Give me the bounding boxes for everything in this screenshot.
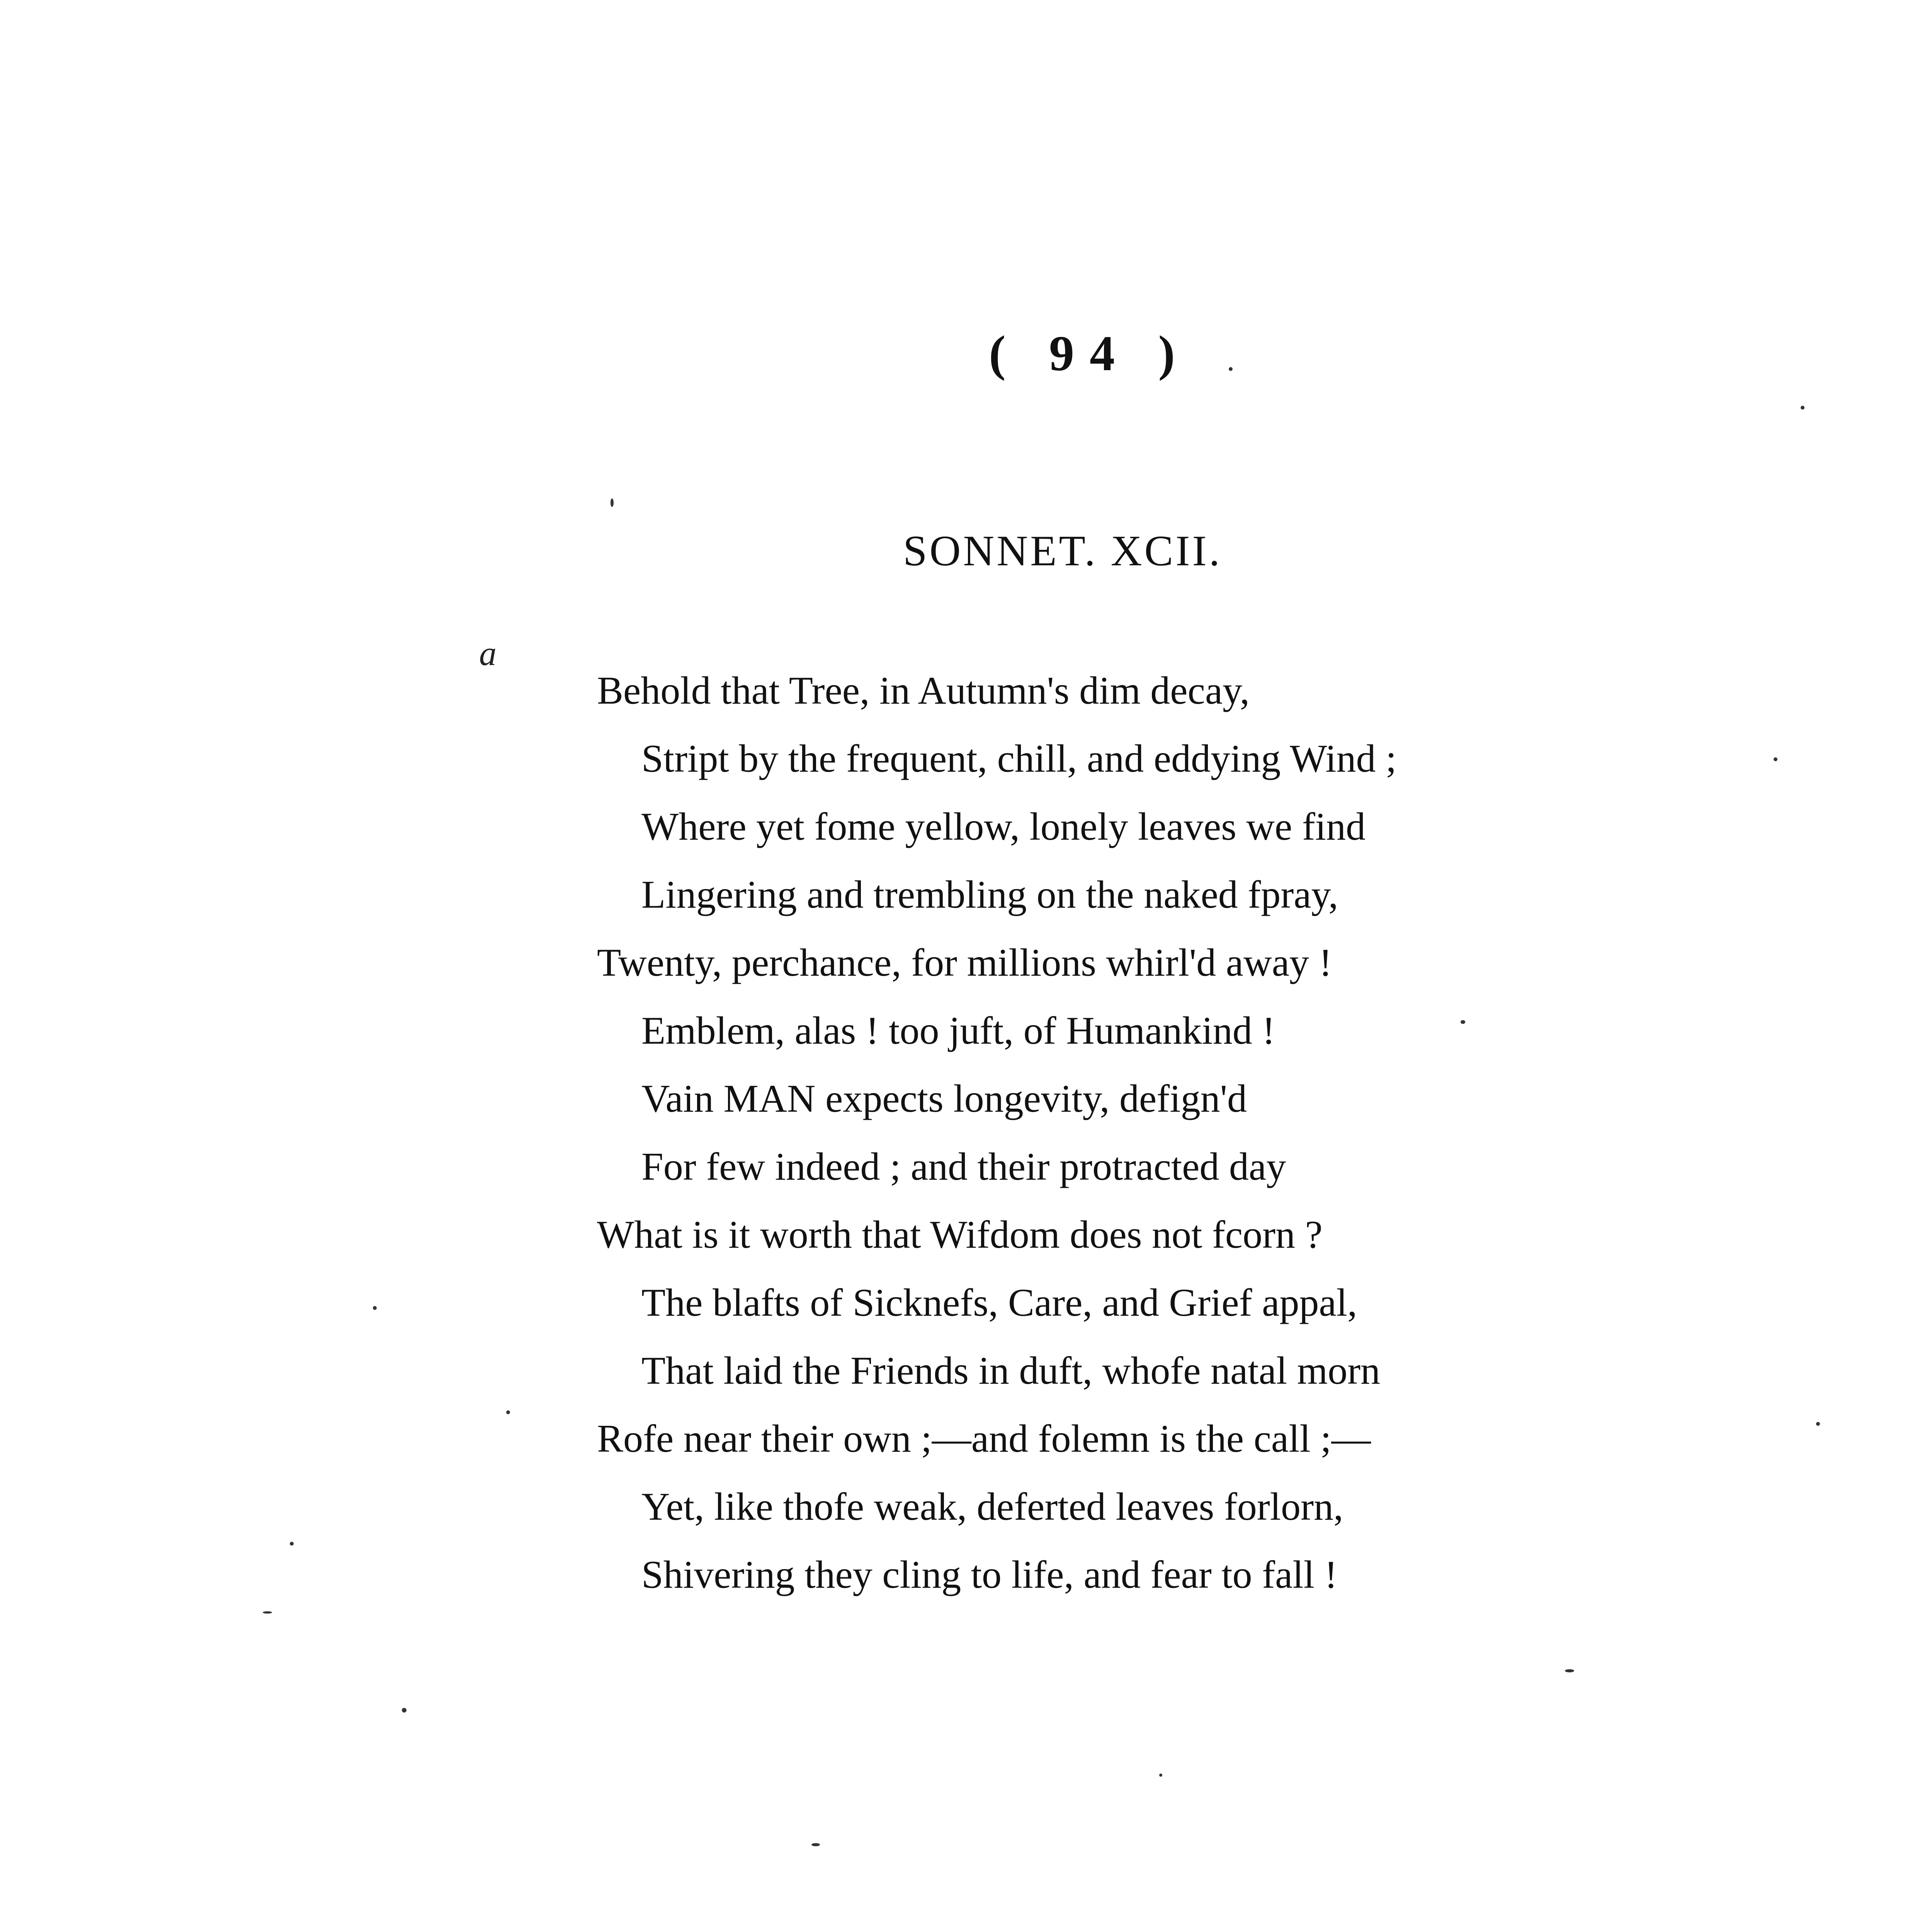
paper-speck (1159, 1774, 1162, 1777)
paper-speck (506, 1410, 510, 1414)
sonnet-text (597, 657, 1524, 1609)
poem-line: Yet, like thofe weak, deferted leaves forlorn, (641, 1485, 1344, 1529)
poem-line: That laid the Friends in duft, whofe natal morn (641, 1349, 1381, 1393)
poem-line: Where yet fome yellow, lonely leaves we find (641, 805, 1366, 849)
poem-line: Shivering they cling to life, and fear to fall ! (641, 1553, 1338, 1597)
poem-line: Behold that Tree, in Autumn's dim decay, (597, 669, 1250, 713)
poem-line: Rofe near their own ;—and folemn is the call ;— (597, 1417, 1371, 1461)
paper-speck (1565, 1669, 1574, 1672)
poem-line: Lingering and trembling on the naked fpray, (641, 873, 1338, 917)
sonnet-title: SONNET. XCII. (903, 527, 1222, 575)
paper-speck (1816, 1422, 1820, 1426)
paper-speck (811, 1843, 820, 1846)
paper-speck (1801, 406, 1804, 410)
poem-line: Emblem, alas ! too juft, of Humankind ! (641, 1009, 1276, 1053)
paper-speck (1461, 1020, 1465, 1024)
poem-line: Stript by the frequent, chill, and eddying Wind ; (641, 737, 1397, 781)
poem-line: Twenty, perchance, for millions whirl'd away ! (597, 941, 1332, 985)
paper-speck (1229, 367, 1233, 371)
poem-line: For few indeed ; and their protracted day (641, 1145, 1286, 1189)
paper-speck (263, 1611, 272, 1614)
paper-speck (1774, 757, 1777, 761)
poem-line: The blafts of Sicknefs, Care, and Grief appal, (641, 1281, 1357, 1325)
paper-speck (402, 1708, 406, 1713)
margin-annotation: a (479, 634, 497, 673)
paper-speck (290, 1542, 294, 1546)
poem-line: What is it worth that Wifdom does not fcorn ? (597, 1213, 1323, 1257)
paper-speck (611, 498, 614, 507)
page-number: ( 94 ) (989, 326, 1190, 381)
paper-speck (373, 1306, 377, 1310)
poem-line: Vain MAN expects longevity, defign'd (641, 1077, 1247, 1121)
